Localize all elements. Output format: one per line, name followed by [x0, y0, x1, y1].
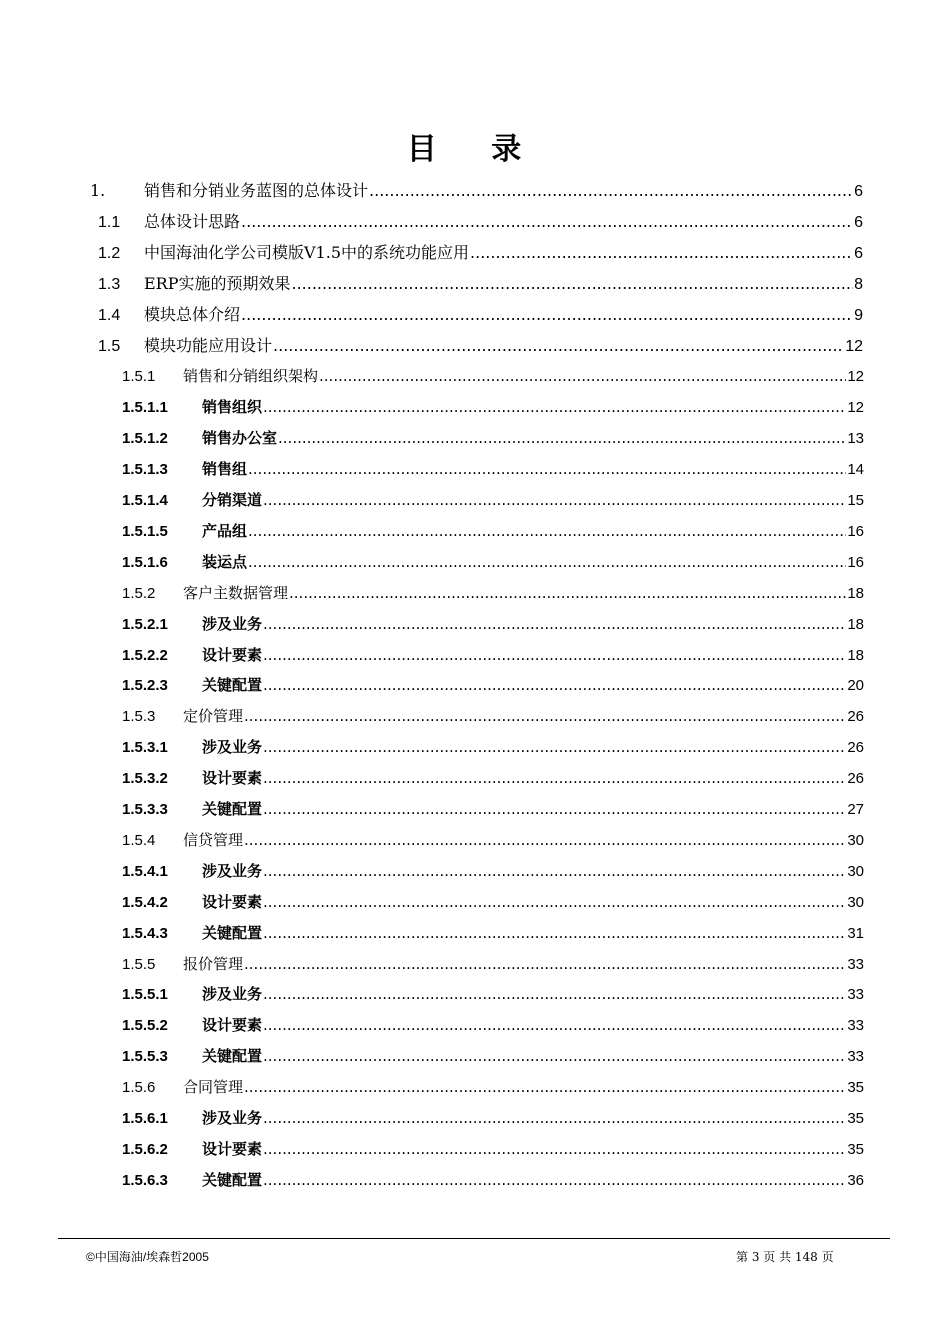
toc-entry-title: 合同管理	[183, 1078, 244, 1097]
toc-entry-page: 13	[847, 430, 864, 448]
toc-entry-title: 关键配置	[202, 800, 263, 818]
toc-entry-title: 涉及业务	[202, 861, 263, 880]
toc-entry-page: 18	[847, 584, 864, 602]
toc-entry[interactable]	[122, 763, 864, 793]
toc-dot-leader	[319, 361, 846, 391]
toc-entry-title: 报价管理	[183, 954, 244, 973]
toc-entry-page: 12	[847, 399, 864, 417]
toc-entry-number: 1.5.3.3	[122, 801, 168, 818]
toc-entry-number: 1.1	[98, 213, 121, 231]
toc-dot-leader	[263, 485, 846, 515]
toc-entry[interactable]	[98, 300, 863, 330]
toc-entry-title: 客户主数据管理	[183, 583, 289, 602]
toc-entry-title: 模块总体介绍	[144, 304, 241, 324]
toc-entry-title: 产品组	[202, 521, 248, 540]
toc-entry-number: 1.4	[98, 306, 121, 324]
toc-entry-page: 30	[847, 893, 864, 911]
toc-entry-page: 35	[847, 1140, 864, 1158]
toc-entry-page: 33	[847, 1017, 864, 1035]
toc-entry-page: 30	[847, 862, 864, 880]
toc-dot-leader	[292, 269, 854, 299]
toc-entry[interactable]	[122, 454, 864, 484]
toc-entry-page: 8	[854, 275, 863, 293]
toc-entry-number: 1.5.1.4	[122, 492, 168, 509]
toc-entry[interactable]	[122, 1041, 864, 1071]
toc-entry-page: 26	[847, 739, 864, 757]
toc-dot-leader	[244, 1072, 846, 1102]
toc-entry-title: 涉及业务	[202, 738, 263, 757]
toc-entry-number: 1.5.5.3	[122, 1048, 168, 1066]
toc-entry-page: 6	[854, 183, 863, 200]
toc-entry-number: 1.5.2.1	[122, 615, 168, 633]
toc-entry[interactable]	[122, 1072, 864, 1102]
toc-entry-title: 设计要素	[202, 1016, 263, 1035]
toc-entry-title: 设计要素	[202, 645, 263, 664]
toc-entry[interactable]	[122, 516, 864, 546]
toc-dot-leader	[241, 300, 853, 330]
toc-entry-page: 6	[854, 244, 863, 262]
toc-dot-leader	[263, 1165, 846, 1195]
toc-dot-leader	[263, 1041, 846, 1071]
toc-dot-leader	[248, 454, 846, 484]
toc-entry[interactable]	[122, 732, 864, 762]
toc-entry[interactable]	[122, 609, 864, 639]
toc-entry[interactable]	[122, 701, 864, 731]
toc-entry-title: 涉及业务	[202, 614, 263, 633]
toc-entry-page: 20	[847, 677, 864, 695]
toc-entry[interactable]	[98, 269, 863, 299]
toc-dot-leader	[248, 547, 846, 577]
toc-entry[interactable]	[122, 640, 864, 670]
toc-entry-page: 18	[847, 646, 864, 664]
toc-entry-number: 1.5.6.3	[122, 1171, 168, 1189]
toc-entry-title: 涉及业务	[202, 1109, 263, 1127]
toc-dot-leader	[263, 763, 846, 793]
toc-entry-number: 1.5.4	[122, 831, 156, 849]
footer-page-number: 第 3 页 共 148 页	[736, 1250, 834, 1264]
toc-entry-number: 1.5.3.2	[122, 770, 168, 788]
toc-dot-leader	[273, 331, 844, 361]
toc-entry-number: 1.5	[98, 337, 121, 355]
toc-entry[interactable]	[98, 207, 863, 237]
toc-entry-number: 1.3	[98, 275, 121, 293]
toc-entry-title: 涉及业务	[202, 985, 263, 1004]
toc-dot-leader	[244, 825, 846, 855]
toc-entry-title: 设计要素	[202, 892, 263, 911]
toc-entry[interactable]	[122, 361, 864, 391]
footer-copyright: ©中国海油/埃森哲2005	[86, 1250, 209, 1264]
toc-entry-number: 1.5.1	[122, 368, 156, 386]
toc-entry[interactable]	[122, 578, 864, 608]
toc-entry[interactable]	[90, 176, 863, 206]
toc-dot-leader	[263, 856, 846, 886]
toc-dot-leader	[263, 670, 846, 700]
toc-entry-page: 15	[847, 492, 864, 509]
toc-entry-title: 设计要素	[202, 1139, 263, 1158]
toc-entry-title: 信贷管理	[183, 830, 244, 849]
toc-entry-page: 31	[847, 924, 864, 942]
toc-entry-page: 33	[847, 1048, 864, 1066]
toc-entry-number: 1.5.3.1	[122, 739, 168, 757]
toc-entry[interactable]	[122, 392, 864, 422]
toc-entry[interactable]	[122, 670, 864, 700]
toc-dot-leader	[263, 887, 846, 917]
toc-dot-leader	[241, 207, 853, 237]
toc-dot-leader	[263, 1010, 846, 1040]
toc-entry-number: 1.5.2.2	[122, 646, 168, 664]
toc-dot-leader	[263, 732, 846, 762]
toc-entry-number: 1.5.1.6	[122, 553, 168, 571]
toc-entry-page: 33	[847, 955, 864, 973]
toc-entry[interactable]	[122, 856, 864, 886]
toc-entry-title: 设计要素	[202, 769, 263, 788]
toc-entry-number: 1.5.4.3	[122, 924, 168, 942]
toc-entry[interactable]	[122, 979, 864, 1009]
toc-entry-title: 关键配置	[202, 1047, 263, 1066]
toc-entry[interactable]	[122, 1165, 864, 1195]
toc-entry-title: 分销渠道	[202, 491, 263, 509]
toc-entry-page: 26	[847, 770, 864, 788]
toc-dot-leader	[244, 949, 846, 979]
toc-entry-title: 销售办公室	[202, 429, 278, 448]
toc-dot-leader	[263, 640, 846, 670]
toc-entry-page: 16	[847, 522, 864, 540]
toc-entry-number: 1.5.6.2	[122, 1140, 168, 1158]
toc-entry-page: 30	[847, 831, 864, 849]
toc-entry-title: 定价管理	[183, 707, 244, 726]
toc-entry[interactable]	[122, 1134, 864, 1164]
toc-entry-page: 12	[845, 337, 863, 355]
toc-entry-title: 模块功能应用设计	[144, 335, 273, 355]
toc-entry-number: 1.	[90, 181, 106, 200]
toc-entry[interactable]	[98, 331, 863, 361]
toc-entry-title: 关键配置	[202, 1170, 263, 1189]
toc-entry-title: 销售和分销组织架构	[183, 367, 319, 386]
toc-entry-page: 6	[854, 213, 863, 231]
toc-entry-page: 18	[847, 615, 864, 633]
toc-entry-title: 关键配置	[202, 923, 263, 942]
toc-entry-number: 1.5.1.3	[122, 461, 168, 479]
toc-entry-page: 33	[847, 986, 864, 1004]
toc-entry-number: 1.5.3	[122, 708, 156, 726]
toc-entry-page: 27	[847, 801, 864, 818]
toc-entry-number: 1.5.1.5	[122, 522, 168, 540]
toc-dot-leader	[263, 1103, 846, 1133]
toc-dot-leader	[248, 516, 846, 546]
toc-dot-leader	[263, 979, 846, 1009]
toc-entry-title: 销售组织	[202, 398, 263, 417]
toc-title: 目 录	[406, 132, 544, 167]
toc-entry-title: 总体设计思路	[144, 211, 241, 231]
toc-dot-leader	[289, 578, 846, 608]
toc-entry-number: 1.2	[98, 244, 121, 262]
toc-entry-page: 35	[847, 1110, 864, 1127]
toc-entry[interactable]	[122, 1103, 864, 1133]
toc-entry-number: 1.5.6.1	[122, 1110, 168, 1127]
toc-entry[interactable]	[98, 238, 863, 268]
toc-dot-leader	[263, 794, 846, 824]
toc-entry-number: 1.5.5.2	[122, 1017, 168, 1035]
toc-dot-leader	[470, 238, 853, 268]
toc-dot-leader	[244, 701, 846, 731]
toc-entry-page: 14	[847, 461, 864, 479]
toc-entry-number: 1.5.4.1	[122, 862, 168, 880]
toc-dot-leader	[369, 176, 853, 206]
toc-dot-leader	[263, 918, 846, 948]
toc-entry-title: 中国海油化学公司模版V1.5中的系统功能应用	[144, 242, 470, 262]
toc-dot-leader	[263, 392, 846, 422]
toc-entry-number: 1.5.2	[122, 584, 156, 602]
toc-entry[interactable]	[122, 1010, 864, 1040]
toc-entry-page: 26	[847, 708, 864, 726]
toc-entry[interactable]	[122, 423, 864, 453]
toc-entry-page: 35	[847, 1079, 864, 1097]
toc-entry-page: 16	[847, 553, 864, 571]
toc-entry-page: 36	[847, 1171, 864, 1189]
toc-entry[interactable]	[122, 887, 864, 917]
toc-entry[interactable]	[122, 949, 864, 979]
toc-entry-number: 1.5.5	[122, 955, 156, 973]
footer-divider	[58, 1238, 890, 1239]
toc-entry-number: 1.5.5.1	[122, 986, 168, 1004]
toc-entry-title: 装运点	[202, 552, 248, 571]
toc-entry[interactable]	[122, 485, 864, 515]
toc-entry-title: 销售和分销业务蓝图的总体设计	[144, 181, 369, 200]
toc-entry-page: 9	[854, 306, 863, 324]
toc-entry-number: 1.5.4.2	[122, 893, 168, 911]
toc-dot-leader	[263, 609, 846, 639]
toc-entry[interactable]	[122, 825, 864, 855]
toc-entry-title: ERP实施的预期效果	[144, 273, 291, 293]
toc-dot-leader	[263, 1134, 846, 1164]
toc-entry[interactable]	[122, 794, 864, 824]
toc-entry[interactable]	[122, 918, 864, 948]
toc-entry-number: 1.5.6	[122, 1079, 156, 1097]
toc-entry-number: 1.5.1.1	[122, 399, 168, 417]
toc-dot-leader	[278, 423, 846, 453]
toc-entry-title: 销售组	[202, 460, 248, 479]
toc-entry[interactable]	[122, 547, 864, 577]
toc-entry-page: 12	[847, 368, 864, 386]
toc-entry-number: 1.5.1.2	[122, 430, 168, 448]
toc-entry-number: 1.5.2.3	[122, 677, 168, 695]
toc-entry-title: 关键配置	[202, 676, 263, 695]
